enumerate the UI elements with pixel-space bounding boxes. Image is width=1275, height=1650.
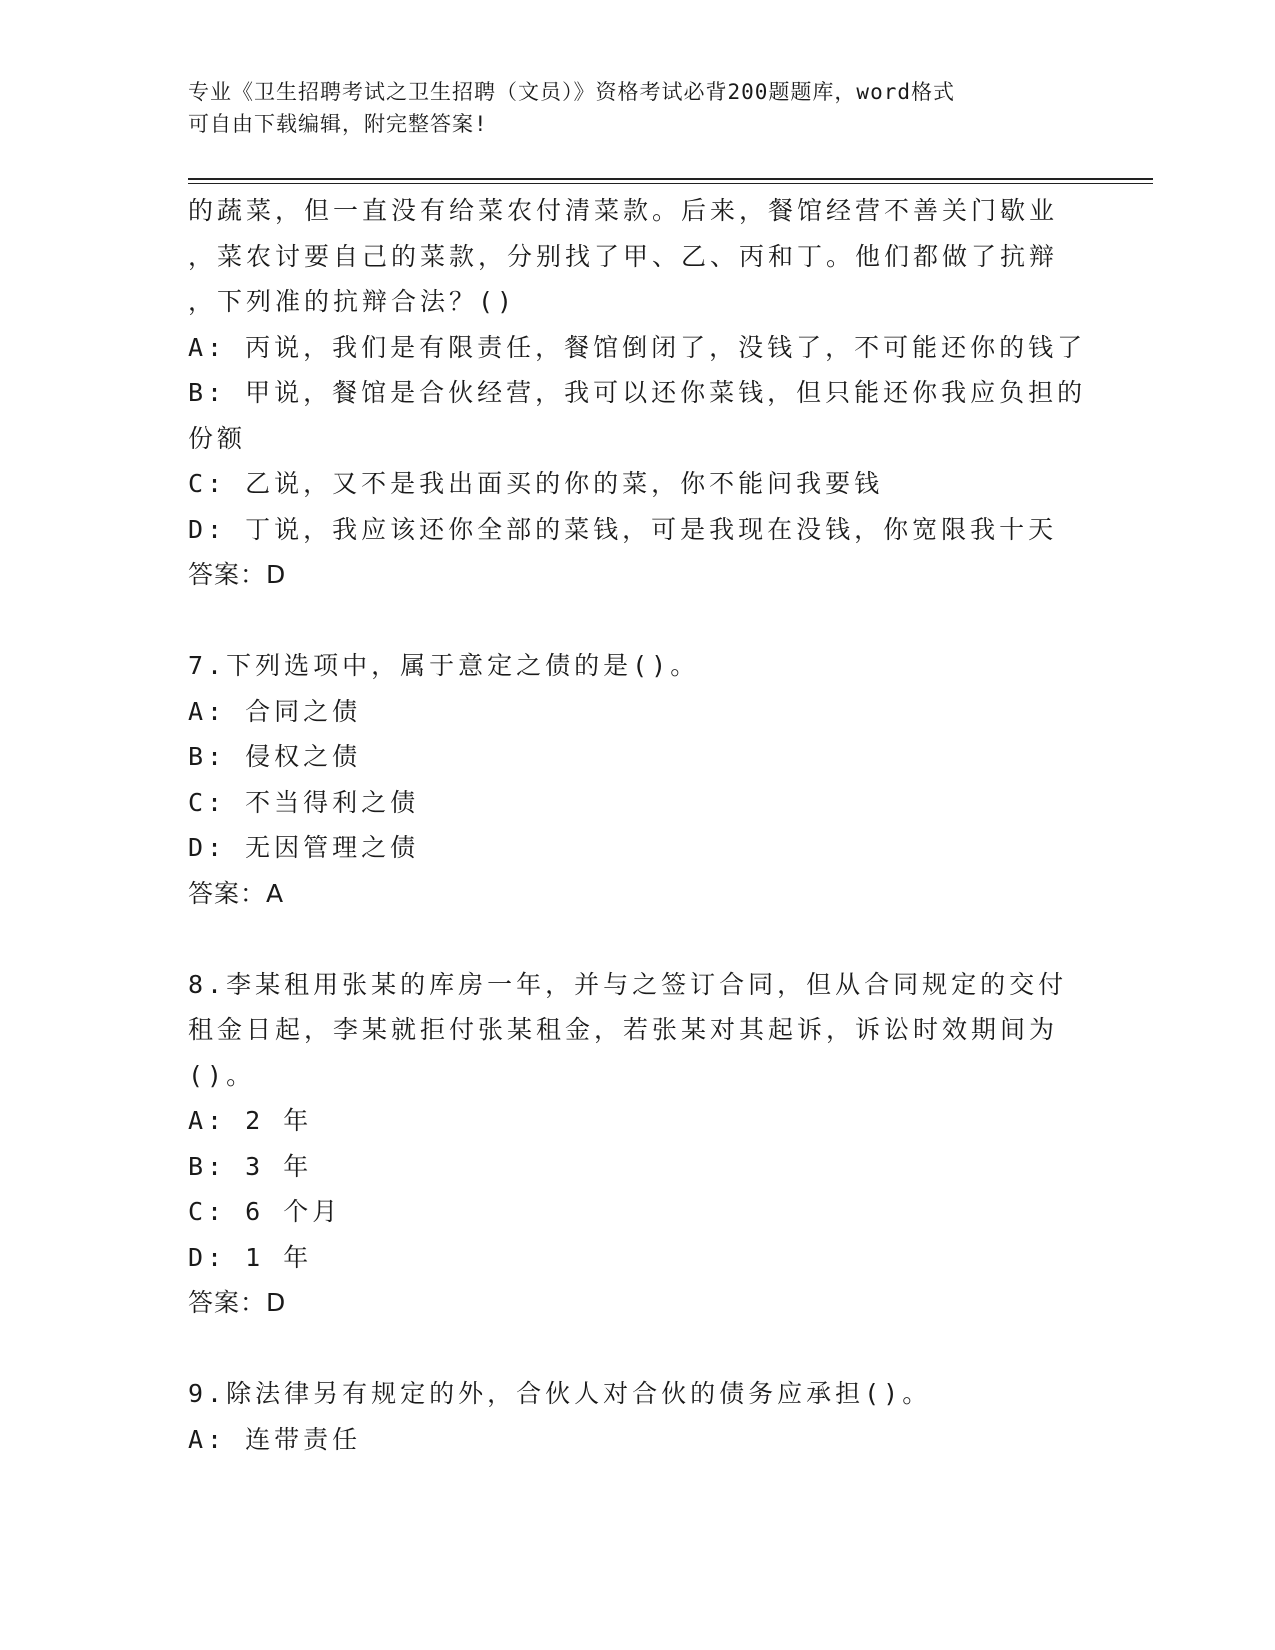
option-b: B: 3 年 [188,1151,313,1181]
option-b: B: 甲说，餐馆是合伙经营，我可以还你菜钱，但只能还你我应负担的 [188,378,1087,407]
answer: 答案：D [188,560,287,589]
question-7 [188,643,1088,916]
answer: 答案：D [188,1288,287,1317]
question-stem-line: 租金日起，李某就拒付张某租金，若张某对其起诉，诉讼时效期间为 [188,1015,1059,1044]
option-a: A: 合同之债 [188,696,362,726]
answer: 答案：A [188,878,285,908]
question-stem-line: 9.除法律另有规定的外，合伙人对合伙的债务应承担()。 [188,1379,932,1408]
option-b-continued: 份额 [188,423,247,453]
spacer [188,1326,1088,1372]
question-6 [188,188,1088,598]
question-stem-line: ，菜农讨要自己的菜款，分别找了甲、乙、丙和丁。他们都做了抗辩 [188,241,1059,271]
question-8 [188,962,1088,1326]
document-body [188,188,1088,1462]
question-stem-line: ()。 [188,1060,256,1090]
option-d: D: 丁说，我应该还你全部的菜钱，可是我现在没钱，你宽限我十天 [188,514,1058,544]
header-divider-thick [188,178,1153,180]
option-d: D: 1 年 [188,1242,313,1272]
document-header [188,76,1088,140]
question-9 [188,1371,1088,1462]
question-stem-line: 7.下列选项中，属于意定之债的是()。 [188,651,700,680]
option-b: B: 侵权之债 [188,742,362,771]
header-line-2: 可自由下载编辑，附完整答案! [188,112,488,136]
spacer [188,598,1088,644]
option-a: A: 连带责任 [188,1424,362,1454]
option-c: C: 6 个月 [188,1197,342,1226]
spacer [188,916,1088,962]
question-stem-line: ，下列准的抗辩合法？() [188,287,517,316]
option-d: D: 无因管理之债 [188,833,420,862]
option-c: C: 不当得利之债 [188,787,420,817]
header-line-1: 专业《卫生招聘考试之卫生招聘（文员）》资格考试必背200题题库，word格式 [188,80,955,104]
option-a: A: 2 年 [188,1106,313,1135]
header-divider-thin [188,183,1153,184]
question-stem-line: 的蔬菜，但一直没有给菜农付清菜款。后来，餐馆经营不善关门歇业 [188,196,1059,225]
option-c: C: 乙说，又不是我出面买的你的菜，你不能问我要钱 [188,469,884,498]
option-a: A: 丙说，我们是有限责任，餐馆倒闭了，没钱了，不可能还你的钱了 [188,332,1087,362]
question-stem-line: 8.李某租用张某的库房一年，并与之签订合同，但从合同规定的交付 [188,969,1068,999]
